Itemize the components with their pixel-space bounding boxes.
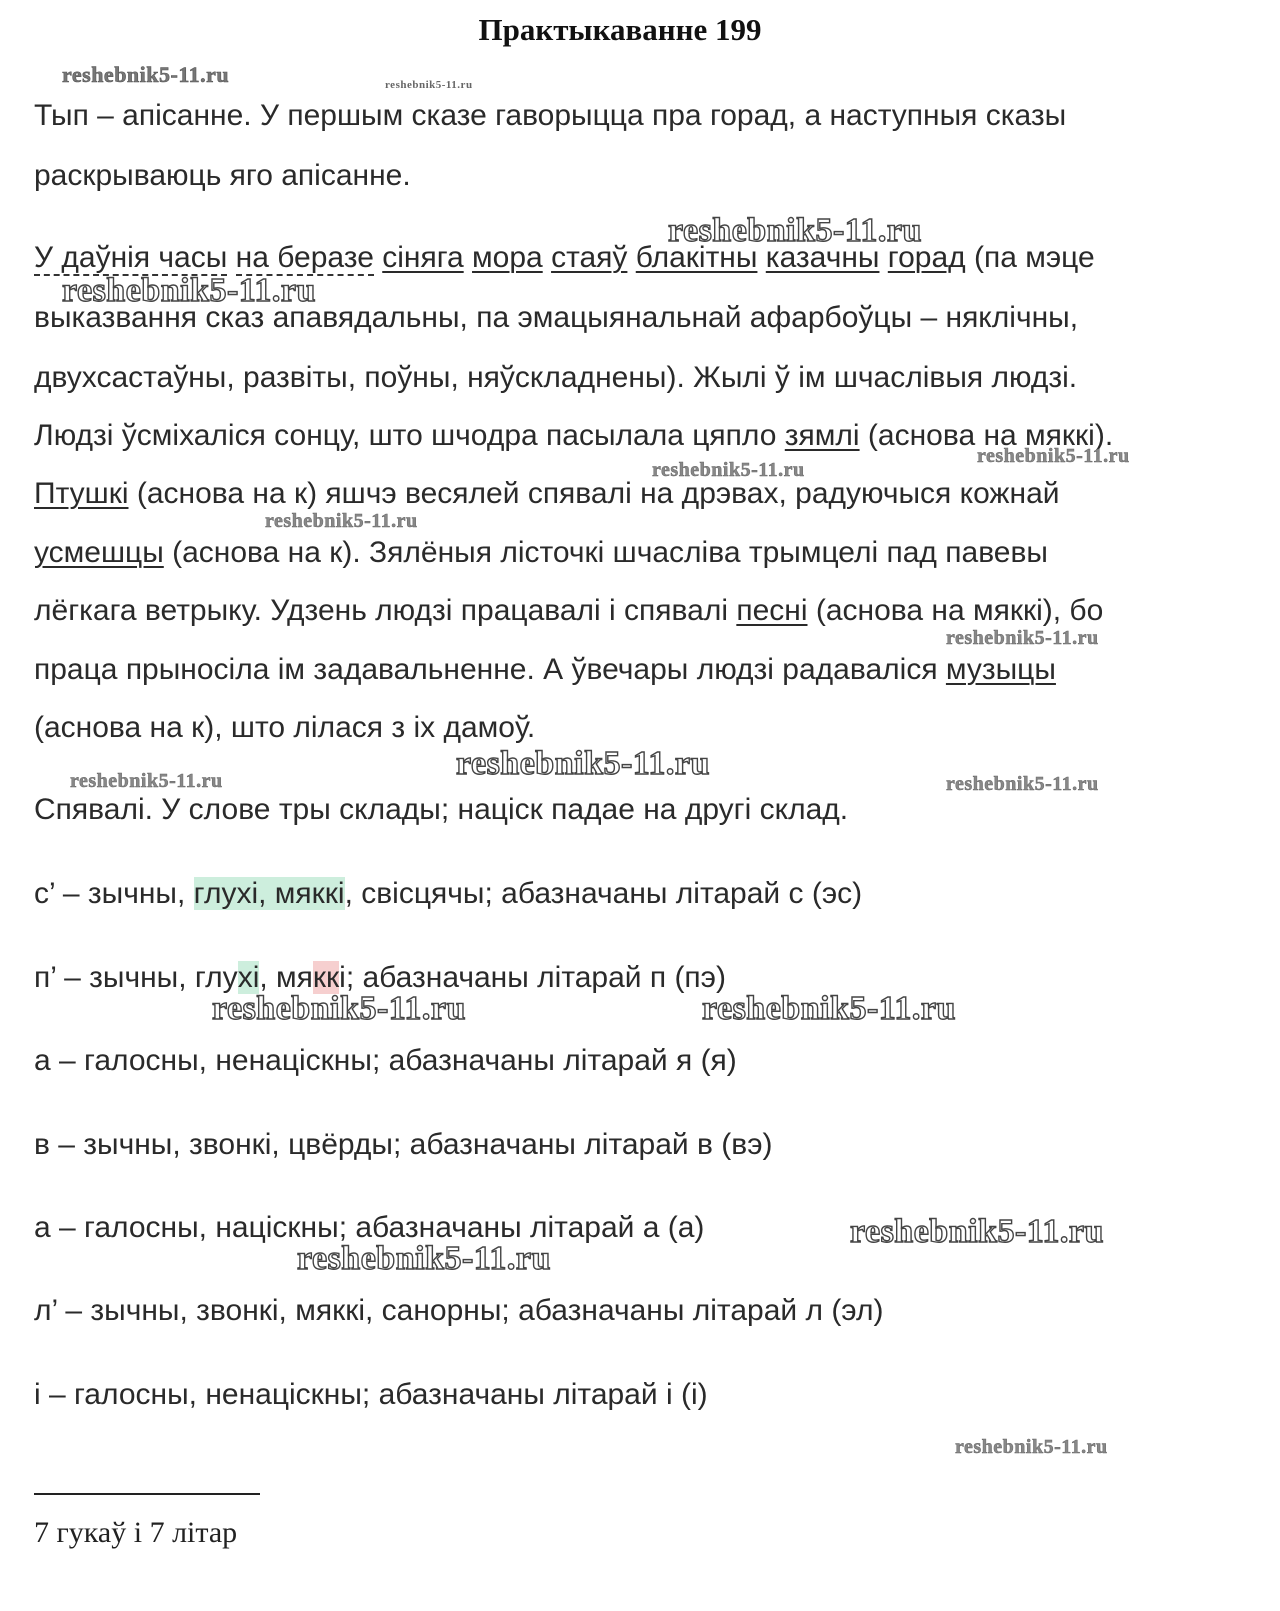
underlined-word: музыцы: [945, 653, 1056, 686]
analysis-sound-s: [34, 876, 862, 912]
main-line-7: [34, 593, 1103, 629]
main-line-4: [34, 418, 1113, 454]
underlined-predicate: стаяў: [551, 241, 628, 274]
text-fragment: , свісцячы; абазначаны літарай с (эс): [344, 877, 863, 910]
analysis-sound-a1: а – галосны, ненаціскны; абазначаны літарай я (я): [34, 1044, 737, 1077]
watermark: reshebnik5-11.ru: [212, 990, 466, 1027]
footnote: 7 гукаў і 7 літар: [34, 1516, 238, 1549]
text-fragment: , мя: [259, 961, 313, 994]
watermark: reshebnik5-11.ru: [62, 272, 316, 309]
watermark: reshebnik5-11.ru: [265, 510, 418, 532]
text-fragment: Людзі ўсміхаліся сонцу, што шчодра пасылала цяпло: [34, 419, 785, 452]
underlined-word: казачны: [765, 241, 880, 274]
watermark: reshebnik5-11.ru: [955, 1436, 1108, 1458]
watermark: reshebnik5-11.ru: [297, 1240, 551, 1277]
text-fragment: і; абазначаны літарай п (пэ): [339, 961, 726, 994]
type-line-1: Тып – апісанне. У першым сказе гаворыцца пра горад, а наступныя сказы: [34, 99, 1067, 132]
text-fragment: (аснова на мяккі).: [859, 419, 1114, 452]
underlined-word: усмешцы: [34, 536, 164, 569]
watermark: reshebnik5-11.ru: [456, 745, 710, 782]
text-fragment: лёгкага ветрыку. Удзень людзі працавалі і спявалі: [34, 594, 737, 627]
underlined-subject: горад: [887, 241, 966, 274]
main-line-2: выказвання сказ апавядальны, па эмацыянальнай афарбоўцы – няклічны,: [34, 301, 1079, 334]
text-fragment: п’ – зычны, глу: [34, 961, 238, 994]
watermark: reshebnik5-11.ru: [668, 212, 922, 249]
underlined-word: Птушкі: [34, 477, 129, 510]
analysis-sound-v: в – зычны, звонкі, цвёрды; абазначаны літарай в (вэ): [34, 1128, 773, 1161]
main-line-6: [34, 535, 1048, 571]
watermark: reshebnik5-11.ru: [385, 79, 473, 91]
analysis-sound-i: і – галосны, ненаціскны; абазначаны літарай і (і): [34, 1378, 708, 1411]
underlined-word: песні: [736, 594, 808, 627]
analysis-intro: Спявалі. У слове тры склады; націск падае на другі склад.: [34, 793, 849, 826]
analysis-sound-l: л’ – зычны, звонкі, мяккі, санорны; абазначаны літарай л (эл): [34, 1294, 884, 1327]
text-fragment: (аснова на к) яшчэ весялей спявалі на дрэвах, радуючыся кожнай: [128, 477, 1060, 510]
text-fragment: (аснова на мяккі), бо: [807, 594, 1104, 627]
watermark: reshebnik5-11.ru: [946, 773, 1099, 795]
underlined-subject-adverbial: У даўнія часы: [34, 241, 228, 274]
main-line-9: (аснова на к), што лілася з іх дамоў.: [34, 711, 536, 744]
main-line-1: [34, 240, 1095, 276]
watermark: reshebnik5-11.ru: [70, 770, 223, 792]
analysis-sound-a2: а – галосны, націскны; абазначаны літарай а (а): [34, 1211, 705, 1244]
underlined-word: сіняга: [382, 241, 464, 274]
text-fragment: (аснова на к). Зялёныя лісточкі шчасліва трымцелі пад павевы: [163, 536, 1048, 569]
watermark: reshebnik5-11.ru: [850, 1213, 1104, 1250]
type-line-2: раскрываюць яго апісанне.: [34, 159, 411, 192]
main-line-8: [34, 652, 1056, 688]
page-title: Практыкаванне 199: [478, 12, 762, 47]
watermark: reshebnik5-11.ru: [652, 459, 805, 481]
main-line-5: [34, 476, 1060, 512]
underlined-word: мора: [472, 241, 543, 274]
watermark: reshebnik5-11.ru: [702, 990, 956, 1027]
watermark: reshebnik5-11.ru: [62, 62, 230, 87]
text-fragment: праца прыносіла ім задавальненне. А ўвечары людзі радаваліся: [34, 653, 946, 686]
text-fragment: (па мэце: [973, 241, 1095, 274]
text-fragment: с’ – зычны,: [34, 877, 194, 910]
highlight-green: хі: [237, 961, 260, 994]
main-line-3: двухсастаўны, развіты, поўны, няўскладнены). Жылі ў ім шчаслівыя людзі.: [34, 361, 1078, 394]
watermark: reshebnik5-11.ru: [946, 627, 1099, 649]
highlight-red: кк: [312, 961, 340, 994]
footnote-divider: [34, 1493, 260, 1495]
highlight-green: глухі, мяккі: [193, 877, 345, 910]
underlined-word: блакітны: [635, 241, 758, 274]
watermark: reshebnik5-11.ru: [977, 445, 1130, 467]
underlined-adverbial: на беразе: [235, 241, 374, 274]
underlined-word: зямлі: [784, 419, 860, 452]
